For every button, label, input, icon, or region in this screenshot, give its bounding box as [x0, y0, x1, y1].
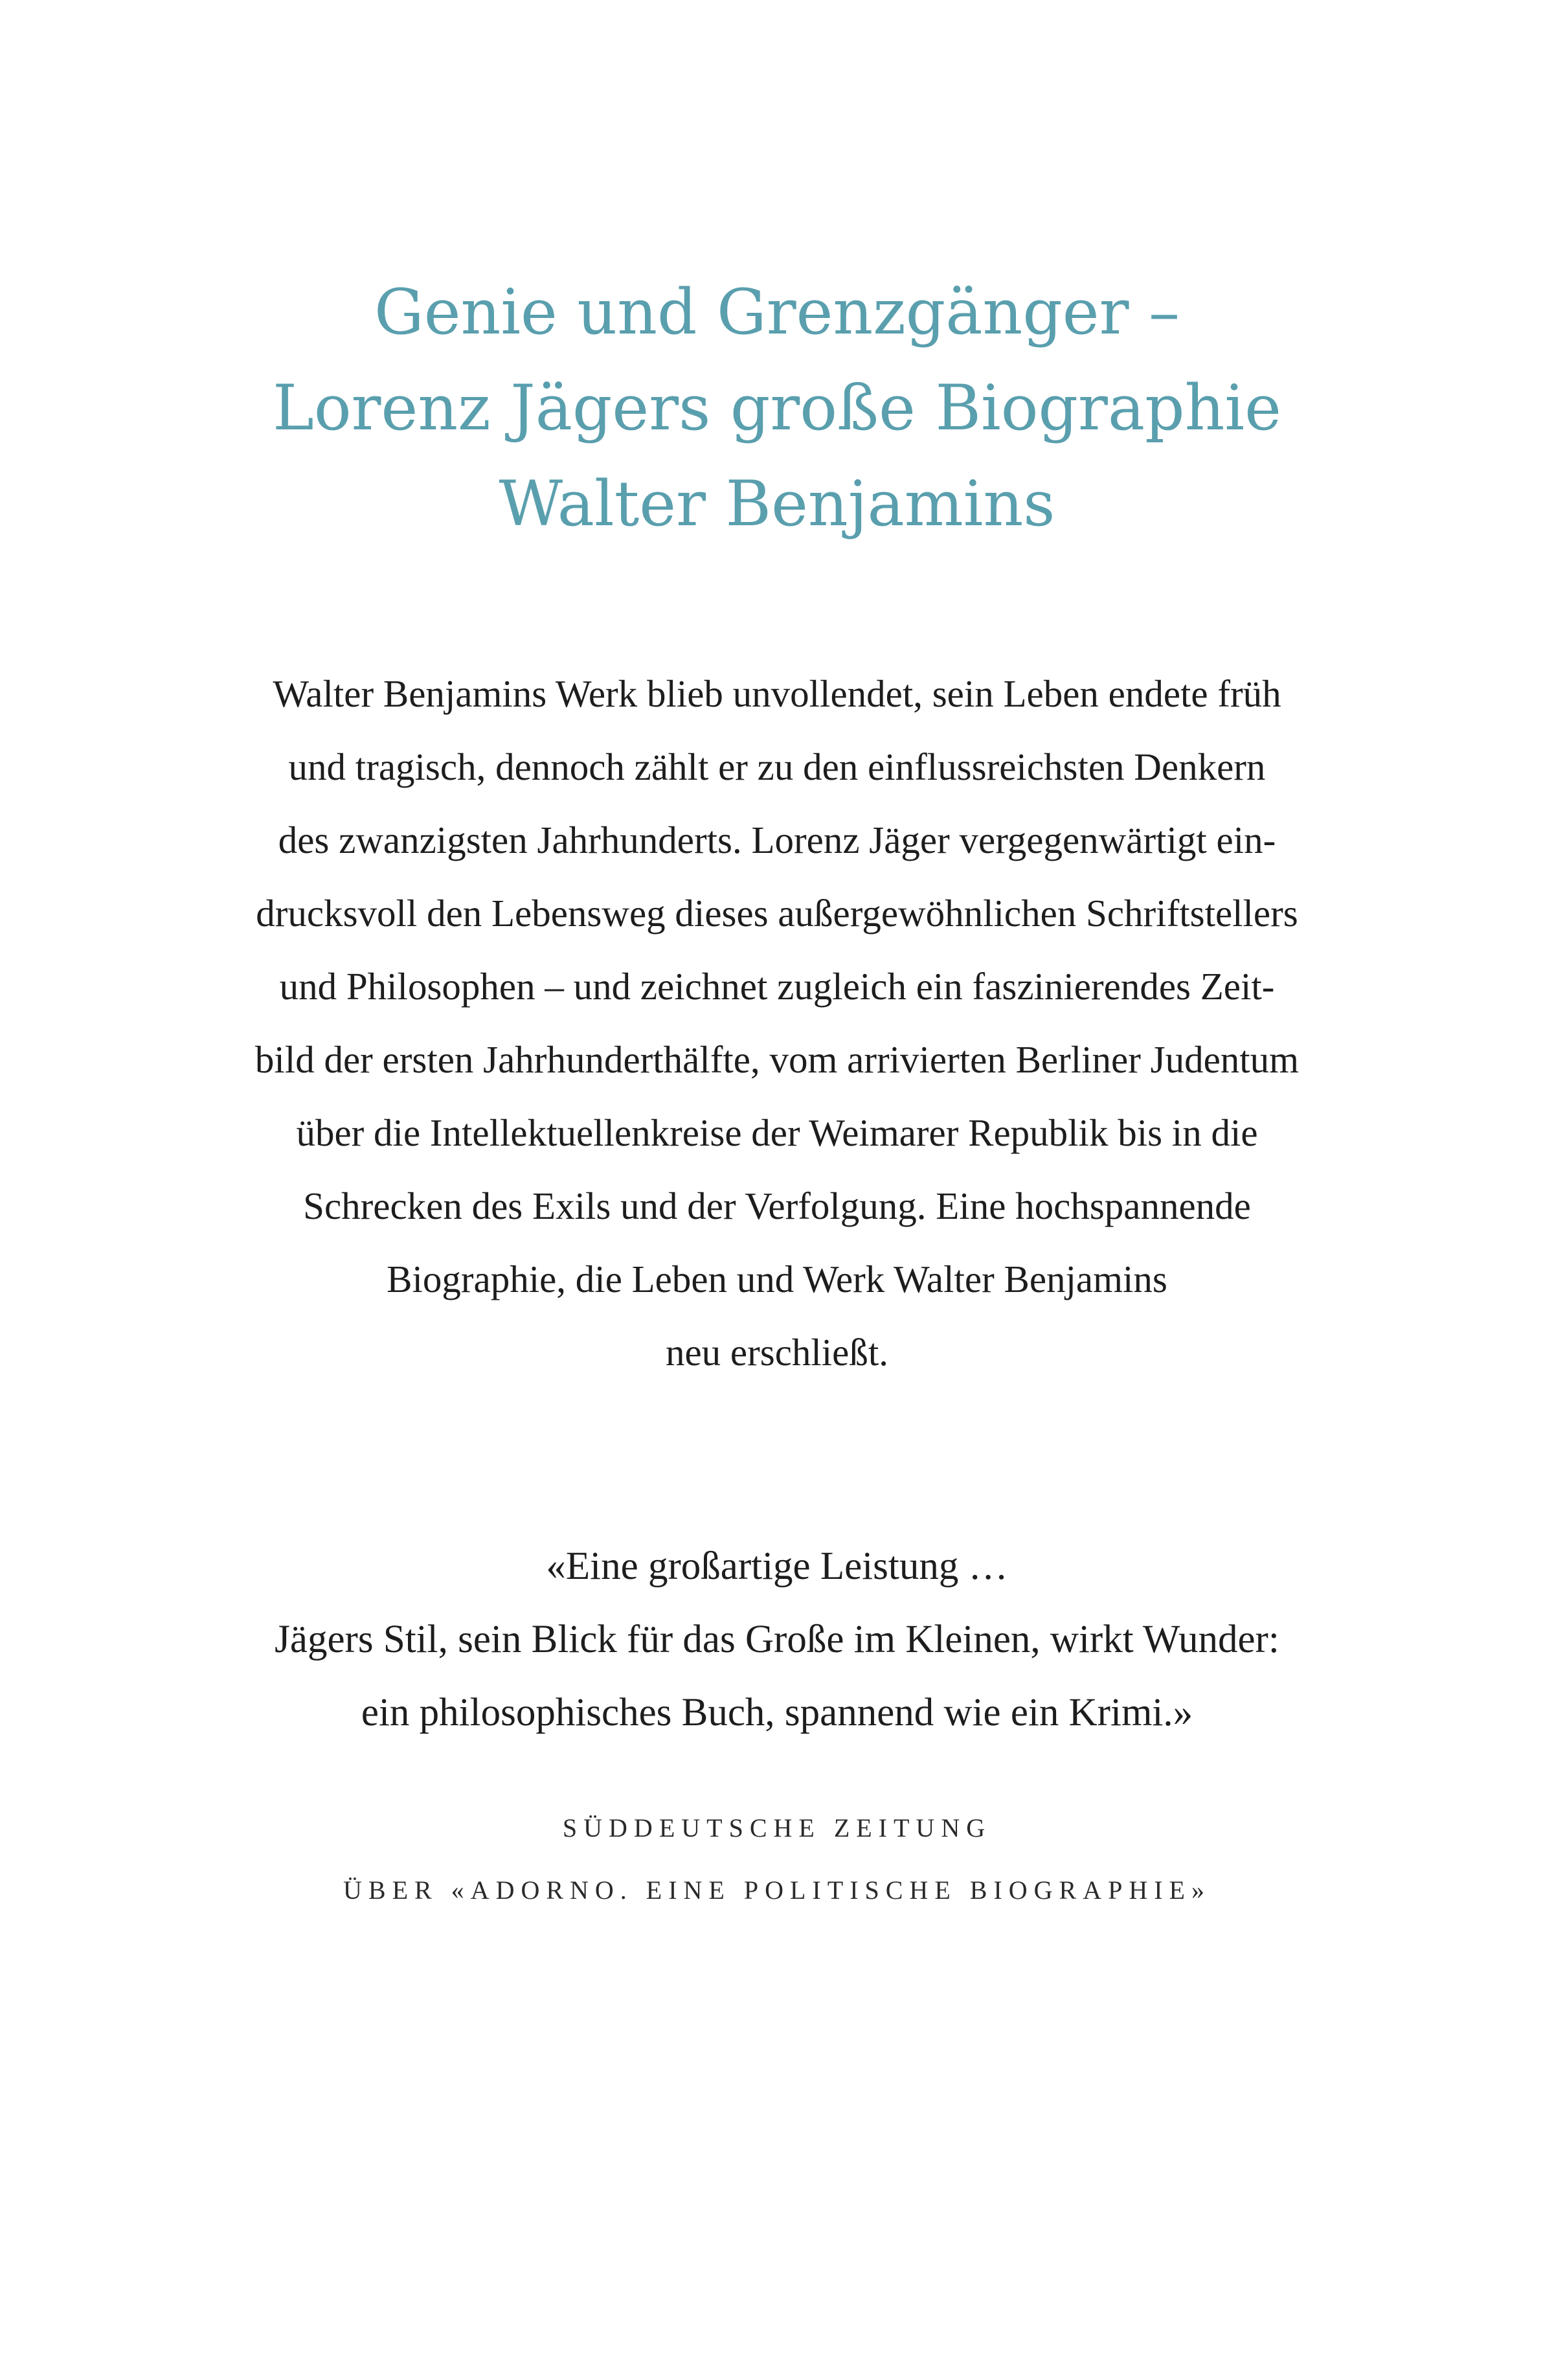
source-reference: ÜBER «ADORNO. EINE POLITISCHE BIOGRAPHIE»	[343, 1876, 1211, 1905]
headline	[0, 264, 1554, 552]
blurb-line: neu erschließt.	[665, 1331, 889, 1374]
blurb-line: Biographie, die Leben und Werk Walter Benjamins	[387, 1258, 1167, 1300]
review-quote	[0, 1530, 1554, 1749]
blurb-line: Walter Benjamins Werk blieb unvollendet, sein Leben endete früh	[273, 672, 1281, 715]
blurb-line: bild der ersten Jahrhunderthälfte, vom arrivierten Berliner Judentum	[254, 1038, 1300, 1081]
blurb-line: Schrecken des Exils und der Verfolgung. Eine hochspannende	[303, 1184, 1251, 1227]
headline-line: Lorenz Jägers große Biographie	[273, 372, 1281, 444]
quote-line: ein philosophisches Buch, spannend wie ein Krimi.»	[361, 1691, 1193, 1734]
blurb-paragraph	[0, 657, 1554, 1389]
quote-line: Jägers Stil, sein Blick für das Große im Kleinen, wirkt Wunder:	[275, 1618, 1279, 1661]
blurb-line: des zwanzigsten Jahrhunderts. Lorenz Jäger vergegenwärtigt ein-	[278, 819, 1276, 861]
blurb-line: drucksvoll den Lebensweg dieses außergewöhnlichen Schriftstellers	[256, 892, 1298, 935]
blurb-line: über die Intellektuellenkreise der Weimarer Republik bis in die	[296, 1111, 1258, 1154]
blurb-line: und Philosophen – und zeichnet zugleich ein faszinierendes Zeit-	[279, 965, 1275, 1008]
source-publication: SÜDDEUTSCHE ZEITUNG	[562, 1813, 992, 1842]
blurb-line: und tragisch, dennoch zählt er zu den einflussreichsten Denkern	[288, 745, 1266, 788]
quote-source	[0, 1797, 1554, 1921]
headline-line: Walter Benjamins	[499, 468, 1055, 540]
quote-line: «Eine großartige Leistung …	[546, 1545, 1008, 1588]
headline-line: Genie und Grenzgänger –	[374, 276, 1180, 348]
